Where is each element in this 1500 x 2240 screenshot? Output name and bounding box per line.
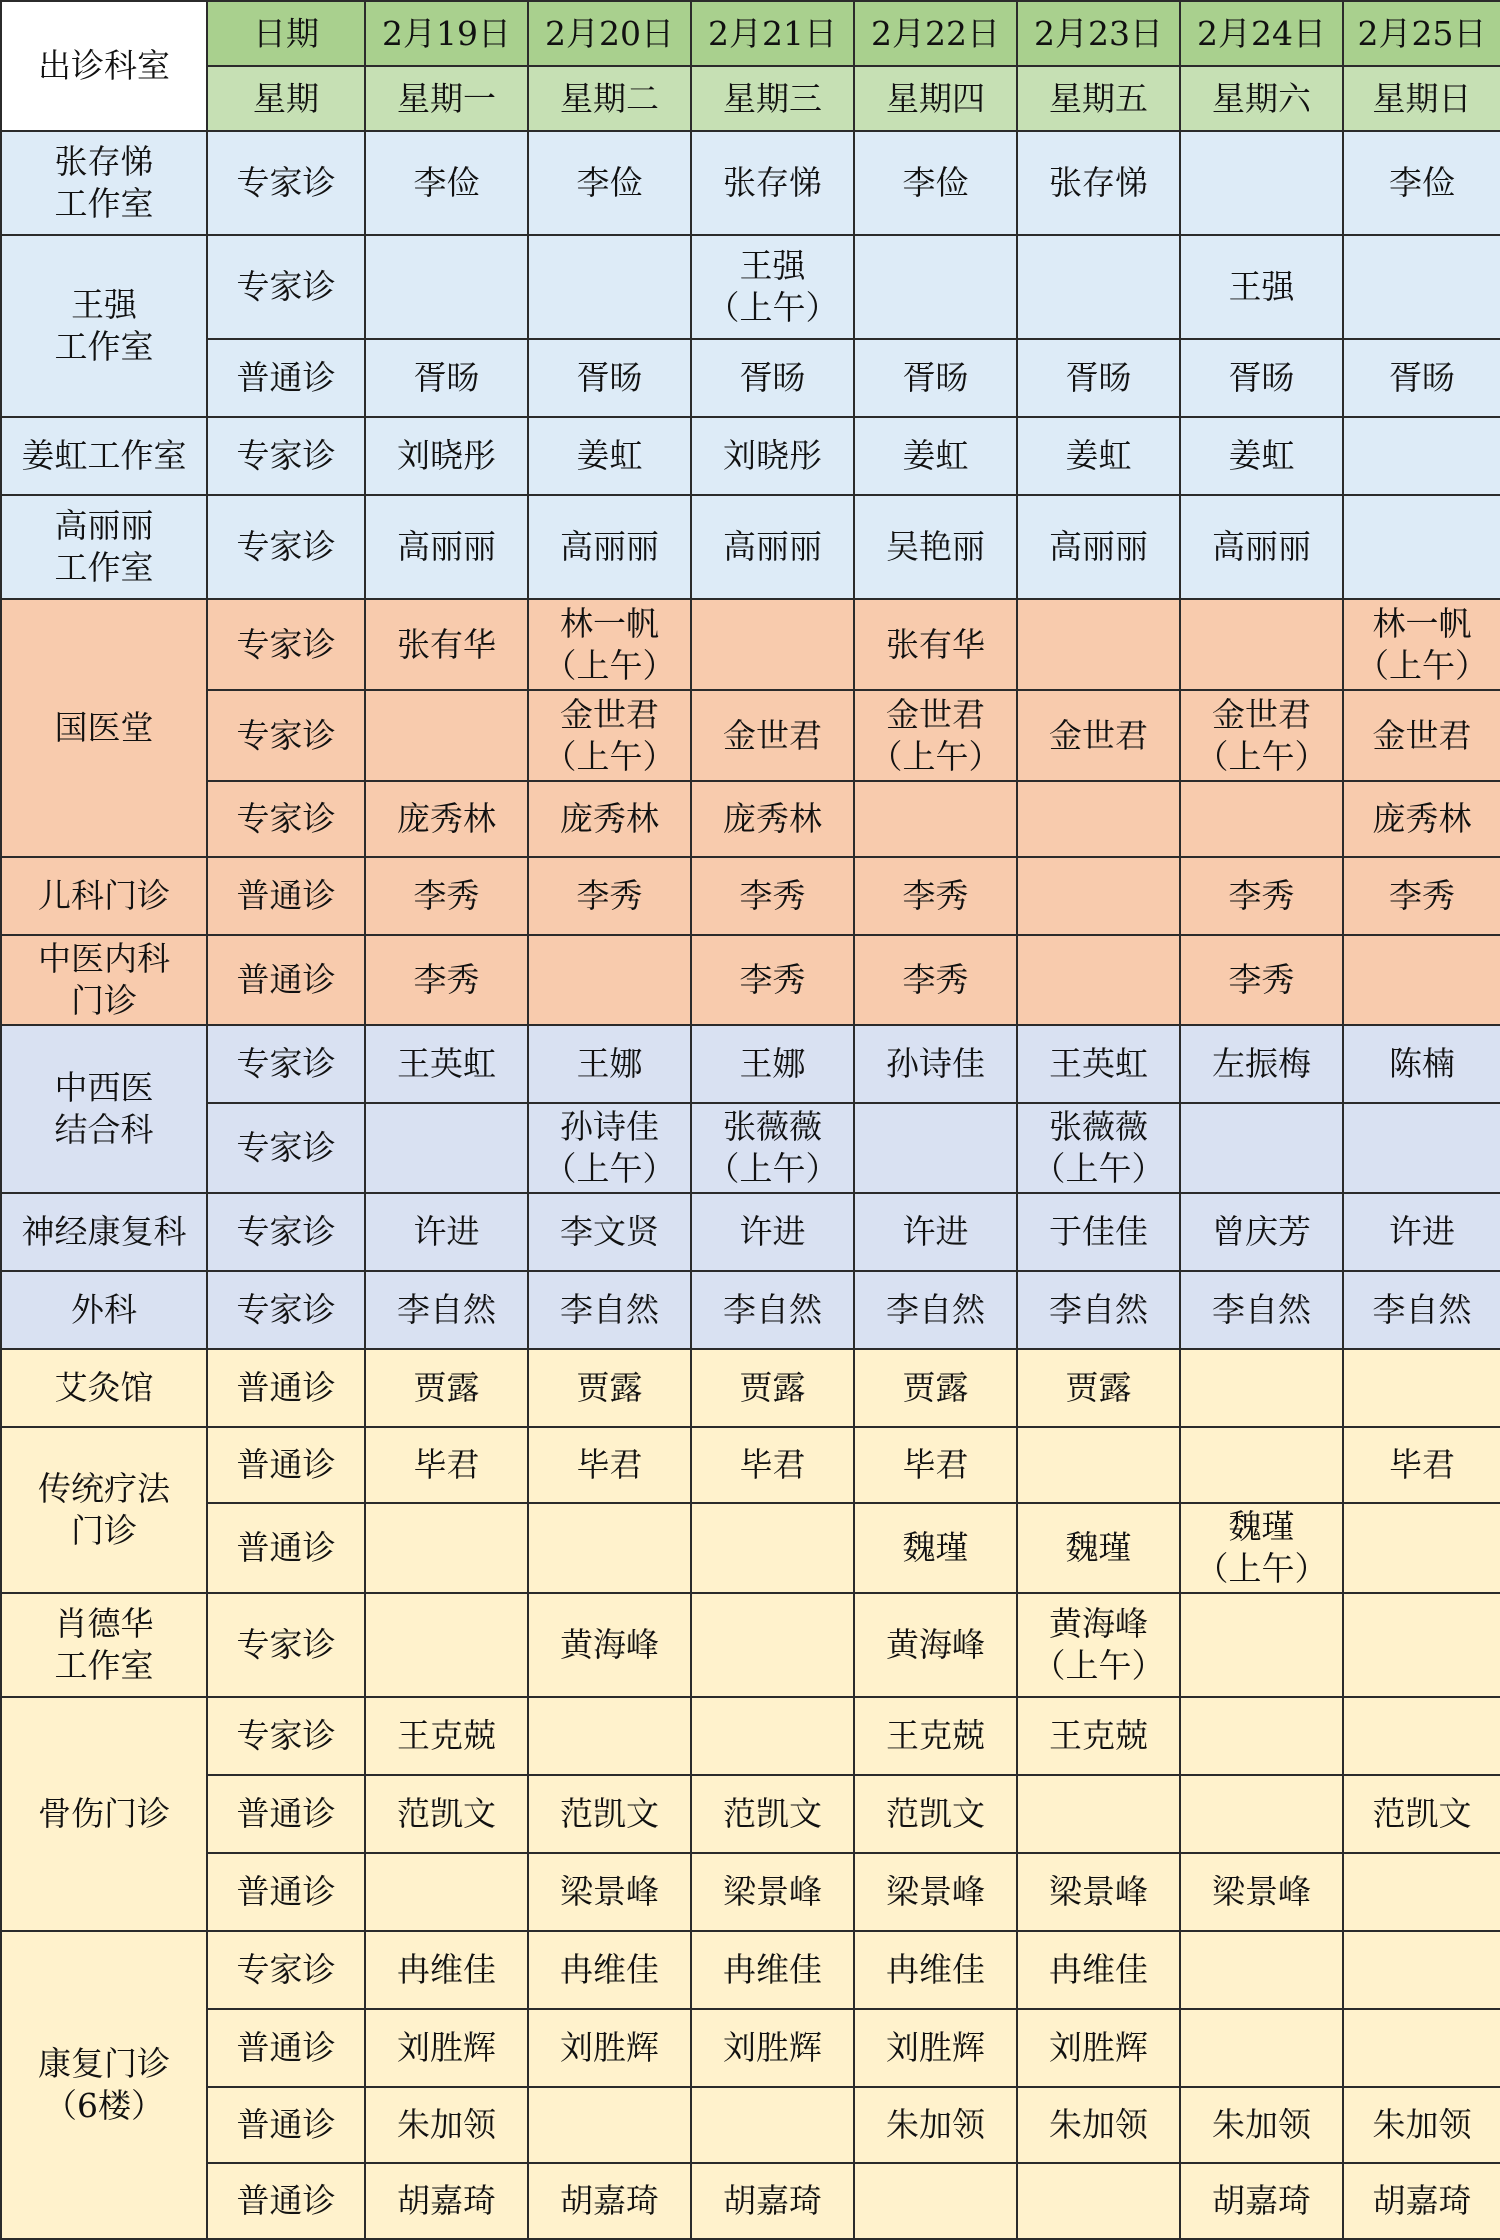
doctor-cell: 李俭 — [854, 131, 1017, 235]
doctor-cell: 黄海峰 — [528, 1593, 691, 1697]
doctor-cell: 魏瑾 — [1017, 1503, 1180, 1593]
clinic-type: 普通诊 — [207, 1853, 365, 1931]
doctor-cell — [1180, 1427, 1343, 1503]
doctor-cell: 高丽丽 — [1017, 495, 1180, 599]
department-name: 康复门诊 （6楼） — [1, 1931, 207, 2239]
doctor-cell — [1017, 781, 1180, 857]
doctor-cell: 姜虹 — [528, 417, 691, 495]
clinic-type: 专家诊 — [207, 1025, 365, 1103]
doctor-cell — [1180, 1103, 1343, 1193]
doctor-cell: 贾露 — [528, 1349, 691, 1427]
doctor-cell: 张薇薇 （上午） — [1017, 1103, 1180, 1193]
schedule-row — [1, 1427, 1500, 1503]
weekday-header: 星期四 — [854, 66, 1017, 131]
doctor-cell: 王娜 — [691, 1025, 854, 1103]
weekday-header: 星期三 — [691, 66, 854, 131]
doctor-cell: 范凯文 — [854, 1775, 1017, 1853]
doctor-cell: 林一帆 （上午） — [528, 599, 691, 690]
doctor-cell: 胡嘉琦 — [365, 2163, 528, 2239]
doctor-cell: 张存悌 — [1017, 131, 1180, 235]
doctor-cell — [365, 690, 528, 781]
doctor-cell: 毕君 — [854, 1427, 1017, 1503]
doctor-cell: 胥旸 — [365, 339, 528, 417]
doctor-cell: 许进 — [1343, 1193, 1500, 1271]
clinic-type: 普通诊 — [207, 935, 365, 1025]
doctor-cell: 王克兢 — [1017, 1697, 1180, 1775]
clinic-type: 专家诊 — [207, 417, 365, 495]
doctor-cell — [1343, 2009, 1500, 2087]
clinic-type: 普通诊 — [207, 1349, 365, 1427]
doctor-cell — [691, 1503, 854, 1593]
doctor-cell: 金世君 — [691, 690, 854, 781]
clinic-type: 专家诊 — [207, 1931, 365, 2009]
clinic-type: 专家诊 — [207, 495, 365, 599]
doctor-cell: 贾露 — [1017, 1349, 1180, 1427]
doctor-cell: 孙诗佳 （上午） — [528, 1103, 691, 1193]
doctor-cell: 胥旸 — [1180, 339, 1343, 417]
doctor-cell — [365, 1103, 528, 1193]
schedule-row — [1, 1931, 1500, 2009]
doctor-cell — [1343, 1349, 1500, 1427]
doctor-cell: 姜虹 — [1017, 417, 1180, 495]
clinic-type: 专家诊 — [207, 1103, 365, 1193]
doctor-cell: 刘胜辉 — [528, 2009, 691, 2087]
doctor-cell: 范凯文 — [365, 1775, 528, 1853]
doctor-cell: 刘晓彤 — [691, 417, 854, 495]
weekday-header: 星期二 — [528, 66, 691, 131]
doctor-cell: 李文贤 — [528, 1193, 691, 1271]
doctor-cell: 魏瑾 — [854, 1503, 1017, 1593]
doctor-cell — [1180, 1593, 1343, 1697]
doctor-cell: 张薇薇 （上午） — [691, 1103, 854, 1193]
schedule-row — [1, 1193, 1500, 1271]
department-name: 国医堂 — [1, 599, 207, 857]
doctor-cell — [1343, 935, 1500, 1025]
doctor-cell — [1343, 235, 1500, 339]
doctor-cell: 魏瑾 （上午） — [1180, 1503, 1343, 1593]
doctor-cell: 张有华 — [854, 599, 1017, 690]
doctor-cell: 李秀 — [691, 935, 854, 1025]
doctor-cell — [691, 599, 854, 690]
doctor-cell — [1180, 599, 1343, 690]
doctor-cell — [1180, 1931, 1343, 2009]
doctor-cell: 王强 — [1180, 235, 1343, 339]
doctor-cell: 于佳佳 — [1017, 1193, 1180, 1271]
schedule-row — [1, 1349, 1500, 1427]
schedule-row — [1, 1775, 1500, 1853]
doctor-cell — [1343, 1503, 1500, 1593]
department-name: 姜虹工作室 — [1, 417, 207, 495]
corner-header: 出诊科室 — [1, 1, 207, 131]
doctor-cell: 梁景峰 — [854, 1853, 1017, 1931]
weekday-header: 星期日 — [1343, 66, 1500, 131]
department-name: 骨伤门诊 — [1, 1697, 207, 1931]
doctor-cell: 李秀 — [691, 857, 854, 935]
date-header: 2月20日 — [528, 1, 691, 66]
doctor-cell: 胡嘉琦 — [1343, 2163, 1500, 2239]
doctor-cell: 姜虹 — [1180, 417, 1343, 495]
doctor-cell — [1017, 935, 1180, 1025]
clinic-type: 专家诊 — [207, 131, 365, 235]
clinic-type: 普通诊 — [207, 1503, 365, 1593]
doctor-cell — [1343, 1593, 1500, 1697]
doctor-cell: 王娜 — [528, 1025, 691, 1103]
schedule-row — [1, 599, 1500, 690]
clinic-type: 专家诊 — [207, 690, 365, 781]
doctor-cell: 贾露 — [365, 1349, 528, 1427]
schedule-row — [1, 1271, 1500, 1349]
doctor-cell: 李俭 — [365, 131, 528, 235]
date-header: 2月25日 — [1343, 1, 1500, 66]
schedule-row — [1, 1593, 1500, 1697]
schedule-body — [1, 1, 1500, 2239]
doctor-cell: 王克兢 — [365, 1697, 528, 1775]
doctor-cell — [691, 1593, 854, 1697]
doctor-cell: 左振梅 — [1180, 1025, 1343, 1103]
doctor-cell: 陈楠 — [1343, 1025, 1500, 1103]
doctor-cell — [1180, 2009, 1343, 2087]
date-label-header: 日期 — [207, 1, 365, 66]
schedule-row — [1, 495, 1500, 599]
doctor-cell: 范凯文 — [1343, 1775, 1500, 1853]
doctor-cell — [528, 235, 691, 339]
doctor-cell: 李秀 — [854, 857, 1017, 935]
doctor-cell — [854, 2163, 1017, 2239]
schedule-row — [1, 235, 1500, 339]
doctor-cell: 曾庆芳 — [1180, 1193, 1343, 1271]
doctor-cell — [1343, 1853, 1500, 1931]
doctor-cell: 胥旸 — [1343, 339, 1500, 417]
doctor-cell: 孙诗佳 — [854, 1025, 1017, 1103]
doctor-cell — [1343, 1103, 1500, 1193]
doctor-cell: 许进 — [365, 1193, 528, 1271]
doctor-cell: 毕君 — [365, 1427, 528, 1503]
doctor-cell — [854, 235, 1017, 339]
doctor-cell: 高丽丽 — [1180, 495, 1343, 599]
doctor-cell: 李秀 — [1180, 857, 1343, 935]
doctor-cell: 李自然 — [1017, 1271, 1180, 1349]
doctor-cell — [365, 235, 528, 339]
doctor-cell: 刘晓彤 — [365, 417, 528, 495]
doctor-cell: 姜虹 — [854, 417, 1017, 495]
doctor-cell — [1017, 857, 1180, 935]
schedule-row — [1, 339, 1500, 417]
doctor-cell: 梁景峰 — [1180, 1853, 1343, 1931]
doctor-cell: 冉维佳 — [1017, 1931, 1180, 2009]
doctor-cell: 李秀 — [1180, 935, 1343, 1025]
doctor-cell: 庞秀林 — [691, 781, 854, 857]
doctor-cell: 范凯文 — [528, 1775, 691, 1853]
department-name: 中医内科 门诊 — [1, 935, 207, 1025]
doctor-cell — [691, 1697, 854, 1775]
doctor-cell: 胡嘉琦 — [528, 2163, 691, 2239]
doctor-cell — [1017, 235, 1180, 339]
doctor-cell: 金世君 — [1017, 690, 1180, 781]
doctor-cell — [1180, 781, 1343, 857]
department-name: 中西医 结合科 — [1, 1025, 207, 1193]
doctor-cell: 王克兢 — [854, 1697, 1017, 1775]
doctor-cell: 范凯文 — [691, 1775, 854, 1853]
doctor-cell — [1017, 1775, 1180, 1853]
doctor-cell: 李自然 — [691, 1271, 854, 1349]
date-header: 2月21日 — [691, 1, 854, 66]
schedule-row — [1, 1697, 1500, 1775]
doctor-cell: 李自然 — [365, 1271, 528, 1349]
date-header: 2月23日 — [1017, 1, 1180, 66]
doctor-cell: 李自然 — [1343, 1271, 1500, 1349]
doctor-cell: 李自然 — [1180, 1271, 1343, 1349]
doctor-cell: 黄海峰 （上午） — [1017, 1593, 1180, 1697]
doctor-cell: 毕君 — [528, 1427, 691, 1503]
doctor-cell: 李秀 — [528, 857, 691, 935]
clinic-type: 专家诊 — [207, 781, 365, 857]
doctor-cell: 李秀 — [365, 857, 528, 935]
doctor-cell: 梁景峰 — [528, 1853, 691, 1931]
clinic-type: 普通诊 — [207, 2009, 365, 2087]
doctor-cell: 冉维佳 — [528, 1931, 691, 2009]
doctor-cell: 贾露 — [691, 1349, 854, 1427]
doctor-cell: 庞秀林 — [365, 781, 528, 857]
doctor-cell: 朱加领 — [854, 2087, 1017, 2163]
doctor-cell: 李秀 — [365, 935, 528, 1025]
doctor-cell: 金世君 （上午） — [1180, 690, 1343, 781]
doctor-cell — [1180, 1697, 1343, 1775]
doctor-cell — [1343, 1931, 1500, 2009]
doctor-cell — [1343, 1697, 1500, 1775]
clinic-type: 专家诊 — [207, 599, 365, 690]
doctor-cell — [1180, 1349, 1343, 1427]
clinic-type: 普通诊 — [207, 2163, 365, 2239]
clinic-type: 普通诊 — [207, 1775, 365, 1853]
header-row-dates — [1, 1, 1500, 66]
doctor-cell: 李秀 — [854, 935, 1017, 1025]
doctor-cell: 张存悌 — [691, 131, 854, 235]
clinic-type: 专家诊 — [207, 235, 365, 339]
doctor-cell: 李自然 — [528, 1271, 691, 1349]
doctor-cell: 李秀 — [1343, 857, 1500, 935]
schedule-row — [1, 417, 1500, 495]
department-name: 张存悌 工作室 — [1, 131, 207, 235]
doctor-cell: 高丽丽 — [365, 495, 528, 599]
date-header: 2月19日 — [365, 1, 528, 66]
doctor-cell — [1343, 417, 1500, 495]
doctor-cell — [1343, 495, 1500, 599]
doctor-cell — [854, 1103, 1017, 1193]
department-name: 神经康复科 — [1, 1193, 207, 1271]
doctor-cell: 毕君 — [1343, 1427, 1500, 1503]
doctor-cell: 李俭 — [528, 131, 691, 235]
clinic-type: 普通诊 — [207, 857, 365, 935]
doctor-cell: 王强 （上午） — [691, 235, 854, 339]
doctor-cell: 许进 — [854, 1193, 1017, 1271]
doctor-cell: 毕君 — [691, 1427, 854, 1503]
doctor-cell: 胥旸 — [528, 339, 691, 417]
doctor-cell: 朱加领 — [365, 2087, 528, 2163]
doctor-cell — [528, 2087, 691, 2163]
clinic-type: 普通诊 — [207, 1427, 365, 1503]
schedule-row — [1, 690, 1500, 781]
schedule-row — [1, 857, 1500, 935]
doctor-cell: 金世君 （上午） — [854, 690, 1017, 781]
schedule-row — [1, 2009, 1500, 2087]
doctor-cell: 冉维佳 — [365, 1931, 528, 2009]
doctor-cell — [365, 1503, 528, 1593]
doctor-cell: 张有华 — [365, 599, 528, 690]
department-name: 高丽丽 工作室 — [1, 495, 207, 599]
schedule-row — [1, 1103, 1500, 1193]
weekday-header: 星期五 — [1017, 66, 1180, 131]
doctor-cell: 高丽丽 — [528, 495, 691, 599]
weekday-label-header: 星期 — [207, 66, 365, 131]
doctor-cell: 黄海峰 — [854, 1593, 1017, 1697]
doctor-cell: 胥旸 — [691, 339, 854, 417]
department-name: 王强 工作室 — [1, 235, 207, 417]
doctor-cell: 冉维佳 — [854, 1931, 1017, 2009]
doctor-cell: 朱加领 — [1343, 2087, 1500, 2163]
doctor-cell: 胡嘉琦 — [1180, 2163, 1343, 2239]
doctor-cell: 梁景峰 — [691, 1853, 854, 1931]
doctor-cell: 高丽丽 — [691, 495, 854, 599]
doctor-cell: 朱加领 — [1017, 2087, 1180, 2163]
schedule-row — [1, 1025, 1500, 1103]
clinic-type: 专家诊 — [207, 1593, 365, 1697]
doctor-cell — [854, 781, 1017, 857]
doctor-cell: 刘胜辉 — [691, 2009, 854, 2087]
doctor-cell: 王英虹 — [1017, 1025, 1180, 1103]
schedule-row — [1, 2163, 1500, 2239]
doctor-cell: 刘胜辉 — [365, 2009, 528, 2087]
doctor-cell — [691, 2087, 854, 2163]
date-header: 2月24日 — [1180, 1, 1343, 66]
doctor-cell: 金世君 — [1343, 690, 1500, 781]
doctor-cell: 金世君 （上午） — [528, 690, 691, 781]
doctor-cell: 林一帆 （上午） — [1343, 599, 1500, 690]
clinic-type: 普通诊 — [207, 2087, 365, 2163]
schedule-row — [1, 131, 1500, 235]
doctor-cell — [1180, 131, 1343, 235]
department-name: 儿科门诊 — [1, 857, 207, 935]
doctor-cell: 李自然 — [854, 1271, 1017, 1349]
doctor-cell — [528, 935, 691, 1025]
doctor-cell — [528, 1697, 691, 1775]
doctor-cell: 胥旸 — [1017, 339, 1180, 417]
doctor-cell: 王英虹 — [365, 1025, 528, 1103]
clinic-type: 专家诊 — [207, 1271, 365, 1349]
clinic-type: 普通诊 — [207, 339, 365, 417]
doctor-cell: 冉维佳 — [691, 1931, 854, 2009]
doctor-cell — [1017, 1427, 1180, 1503]
doctor-cell — [365, 1853, 528, 1931]
doctor-cell: 李俭 — [1343, 131, 1500, 235]
date-header: 2月22日 — [854, 1, 1017, 66]
doctor-cell — [1017, 2163, 1180, 2239]
doctor-cell — [1180, 1775, 1343, 1853]
schedule-row — [1, 1853, 1500, 1931]
header-row-weekdays — [1, 66, 1500, 131]
doctor-cell: 庞秀林 — [1343, 781, 1500, 857]
department-name: 肖德华 工作室 — [1, 1593, 207, 1697]
doctor-cell: 梁景峰 — [1017, 1853, 1180, 1931]
schedule-row — [1, 1503, 1500, 1593]
doctor-cell: 吴艳丽 — [854, 495, 1017, 599]
schedule-row — [1, 2087, 1500, 2163]
doctor-cell: 胡嘉琦 — [691, 2163, 854, 2239]
clinic-type: 专家诊 — [207, 1697, 365, 1775]
doctor-cell: 许进 — [691, 1193, 854, 1271]
doctor-cell: 贾露 — [854, 1349, 1017, 1427]
department-name: 外科 — [1, 1271, 207, 1349]
department-name: 传统疗法 门诊 — [1, 1427, 207, 1593]
doctor-cell — [365, 1593, 528, 1697]
schedule-row — [1, 935, 1500, 1025]
schedule-row — [1, 781, 1500, 857]
doctor-cell: 刘胜辉 — [854, 2009, 1017, 2087]
department-name: 艾灸馆 — [1, 1349, 207, 1427]
doctor-cell: 胥旸 — [854, 339, 1017, 417]
doctor-cell — [528, 1503, 691, 1593]
weekday-header: 星期六 — [1180, 66, 1343, 131]
clinic-type: 专家诊 — [207, 1193, 365, 1271]
doctor-cell: 朱加领 — [1180, 2087, 1343, 2163]
weekday-header: 星期一 — [365, 66, 528, 131]
doctor-cell: 刘胜辉 — [1017, 2009, 1180, 2087]
doctor-cell: 庞秀林 — [528, 781, 691, 857]
doctor-cell — [1017, 599, 1180, 690]
